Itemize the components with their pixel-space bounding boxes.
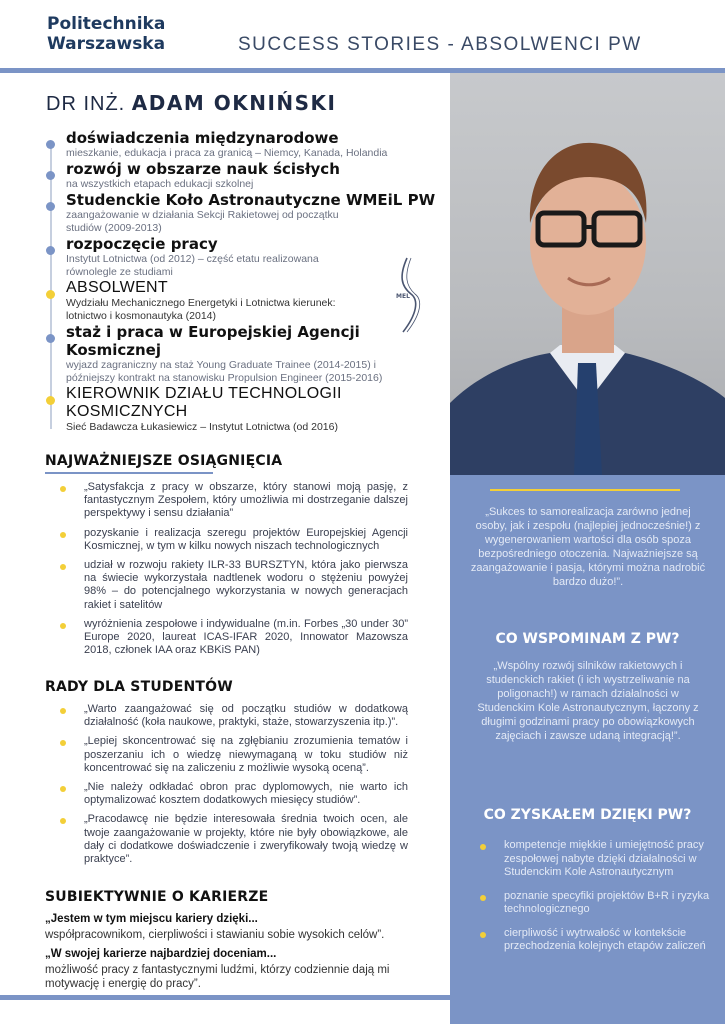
timeline-title: Studenckie Koło Astronautyczne WMEiL PW <box>66 191 436 209</box>
logo-line-1: Politechnika <box>47 14 166 34</box>
list-item: poznanie specyfiki projektów B+R i ryzyka technologicznego <box>480 890 710 917</box>
timeline-title: staż i praca w Europejskiej Agencji Kosmicznej <box>66 323 360 359</box>
timeline-desc: Sieć Badawcza Łukasiewicz – Instytut Lotnictwa (od 2016) <box>66 421 338 433</box>
list-item: „Warto zaangażować się od początku studiów w dodatkową działalność (koła naukowe, praktyki, staże, stowarzyszenia itp.)”. <box>60 703 408 729</box>
success-quote: „Sukces to samorealizacja zarówno jednej osoby, jak i zespołu (najlepiej jednocześnie!) z wygenerowaniem wartości dla osób spoza bezpośredniego otoczenia. Najważniejsze są zaangażowanie i pasja, którymi można nadrobić bardzo dużo!”. <box>470 506 706 588</box>
timeline-desc: Instytut Lotnictwa (od 2012) – część etatu realizowana równolegle ze studiami <box>66 253 319 278</box>
achievements-heading-text: NAJWAŻNIEJSZE OSIĄGNIĘCIA <box>45 453 283 469</box>
name-prefix: DR INŻ. <box>46 93 132 115</box>
bottom-divider <box>0 995 450 1000</box>
timeline-dot-icon <box>46 202 55 211</box>
timeline-dot-icon <box>46 140 55 149</box>
list-item: „Lepiej skoncentrować się na zgłębianiu zrozumienia tematów i poszerzaniu ich o wiedzę niewymaganą w toku studiów niż koncentrować się na zaliczeniu z możliwie wysoką oceną”. <box>60 735 408 775</box>
timeline-title: ABSOLWENT <box>66 279 168 296</box>
university-logo <box>47 14 165 54</box>
career-question-2: „W swojej karierze najbardziej doceniam... <box>45 948 277 960</box>
career-heading-text: SUBIEKTYWNIE O KARIERZE <box>45 889 269 905</box>
list-item: cierpliwość i wytrwałość w kontekście przechodzenia kolejnych etapów zaliczeń <box>480 927 710 954</box>
document-title: SUCCESS STORIES - ABSOLWENCI PW <box>238 34 642 55</box>
list-item: „Pracodawcę nie będzie interesowała średnia twoich ocen, ale twoje zaangażowanie w projekty, które nie były obowiązkowe, ale dały ci dodatkowe doświadczenie i zweryfikowały twoją wiedzę w praktyce”. <box>60 813 408 866</box>
timeline-title: KIEROWNIK DZIAŁU TECHNOLOGII KOSMICZNYCH <box>66 385 342 420</box>
memories-text: „Wspólny rozwój silników rakietowych i studenckich rakiet (i ich wystrzeliwanie na poligonach!) w ramach działalności w Studenckim Kole Astronautycznym, łączony z długimi godzinami pracy po obowiązkowych zajęciach i zawsze udaną integracją!”. <box>477 660 699 742</box>
person-name <box>46 91 336 116</box>
portrait-illustration-icon <box>450 73 725 475</box>
timeline-desc: wyjazd zagraniczny na staż Young Graduate Trainee (2014-2015) i późniejszy kontrakt na stanowisku Propulsion Engineer (2015-2016) <box>66 359 383 384</box>
timeline-desc: na wszystkich etapach edukacji szkolnej <box>66 178 254 190</box>
timeline-dot-icon <box>46 246 55 255</box>
timeline-item <box>46 235 441 279</box>
mel-logo-icon <box>395 256 425 334</box>
advice-heading <box>45 679 233 695</box>
timeline-dot-icon <box>46 396 55 405</box>
timeline-title: rozwój w obszarze nauk ścisłych <box>66 160 340 178</box>
mel-logo-text: MEL <box>396 293 410 300</box>
timeline-desc: mieszkanie, edukacja i praca za granicą – Niemcy, Kanada, Holandia <box>66 147 388 159</box>
list-item: udział w rozwoju rakiety ILR-33 BURSZTYN, która jako pierwsza na świecie wykorzystała nadtlenek wodoru o stężeniu powyżej 98% – do potencjalnego wykorzystania w nowych generacjach rakiet i satelitów <box>60 559 408 612</box>
timeline-item <box>46 323 441 385</box>
timeline-dot-icon <box>46 334 55 343</box>
advice-heading-text: RADY DLA STUDENTÓW <box>45 679 233 695</box>
achievements-heading <box>45 453 282 469</box>
timeline-item <box>46 385 441 434</box>
quote-accent-bar <box>490 489 680 491</box>
timeline-dot-icon <box>46 290 55 299</box>
career-answer-2: możliwość pracy z fantastycznymi ludźmi, którzy codziennie dają mi motywację i energię do pracy”. <box>45 964 390 990</box>
timeline-title: rozpoczęcie pracy <box>66 235 218 253</box>
career-answer-1: współpracownikom, cierpliwości i stawianiu sobie wysokich celów”. <box>45 929 385 941</box>
name-main: ADAM OKNIŃSKI <box>131 91 337 115</box>
list-item: „Satysfakcja z pracy w obszarze, który stanowi moją pasję, z fantastycznym Zespołem, który umożliwia mi dostrzeganie dalszej perspektywy i sensu działania” <box>60 481 408 521</box>
timeline-title: doświadczenia międzynarodowe <box>66 129 339 147</box>
logo-line-2: Warszawska <box>47 34 166 54</box>
list-item: pozyskanie i realizacja szeregu projektów Europejskiej Agencji Kosmicznej, w tym w kilku nowych niszach technologicznych <box>60 527 408 553</box>
timeline-item <box>46 129 441 160</box>
right-column <box>450 73 725 1024</box>
advice-list <box>60 703 408 872</box>
timeline-item <box>46 279 441 323</box>
timeline-item <box>46 160 441 191</box>
gains-heading: CO ZYSKAŁEM DZIĘKI PW? <box>483 807 692 823</box>
list-item: kompetencje miękkie i umiejętność pracy zespołowej nabyte dzięki działalności w Studenckim Kole Astronautycznym <box>480 839 710 880</box>
timeline-dot-icon <box>46 171 55 180</box>
gains-list <box>480 839 710 964</box>
achievements-list <box>60 481 408 663</box>
career-question-1: „Jestem w tym miejscu kariery dzięki... <box>45 913 258 925</box>
portrait-photo <box>450 73 725 475</box>
list-item: wyróżnienia zespołowe i indywidualne (m.in. Forbes „30 under 30” Europe 2020, laureat ICAS-IFAR 2020, Innowator Mazowsza 2018, członek IAA oraz KBKiS PAN) <box>60 618 408 658</box>
timeline-desc: Wydziału Mechanicznego Energetyki i Lotnictwa kierunek: lotnictwo i kosmonautyka (2014) <box>66 297 336 322</box>
timeline-desc: zaangażowanie w działania Sekcji Rakietowej od początku studiów (2009-2013) <box>66 209 339 234</box>
career-heading <box>45 889 268 905</box>
header <box>0 0 725 68</box>
heading-underline <box>45 472 213 474</box>
timeline-item <box>46 191 441 235</box>
list-item: „Nie należy odkładać obron prac dyplomowych, nie warto ich optymalizować kosztem dodatkowych miesięcy studiów”. <box>60 781 408 807</box>
left-column <box>0 73 450 995</box>
memories-heading: CO WSPOMINAM Z PW? <box>495 631 680 647</box>
career-timeline <box>46 129 441 434</box>
